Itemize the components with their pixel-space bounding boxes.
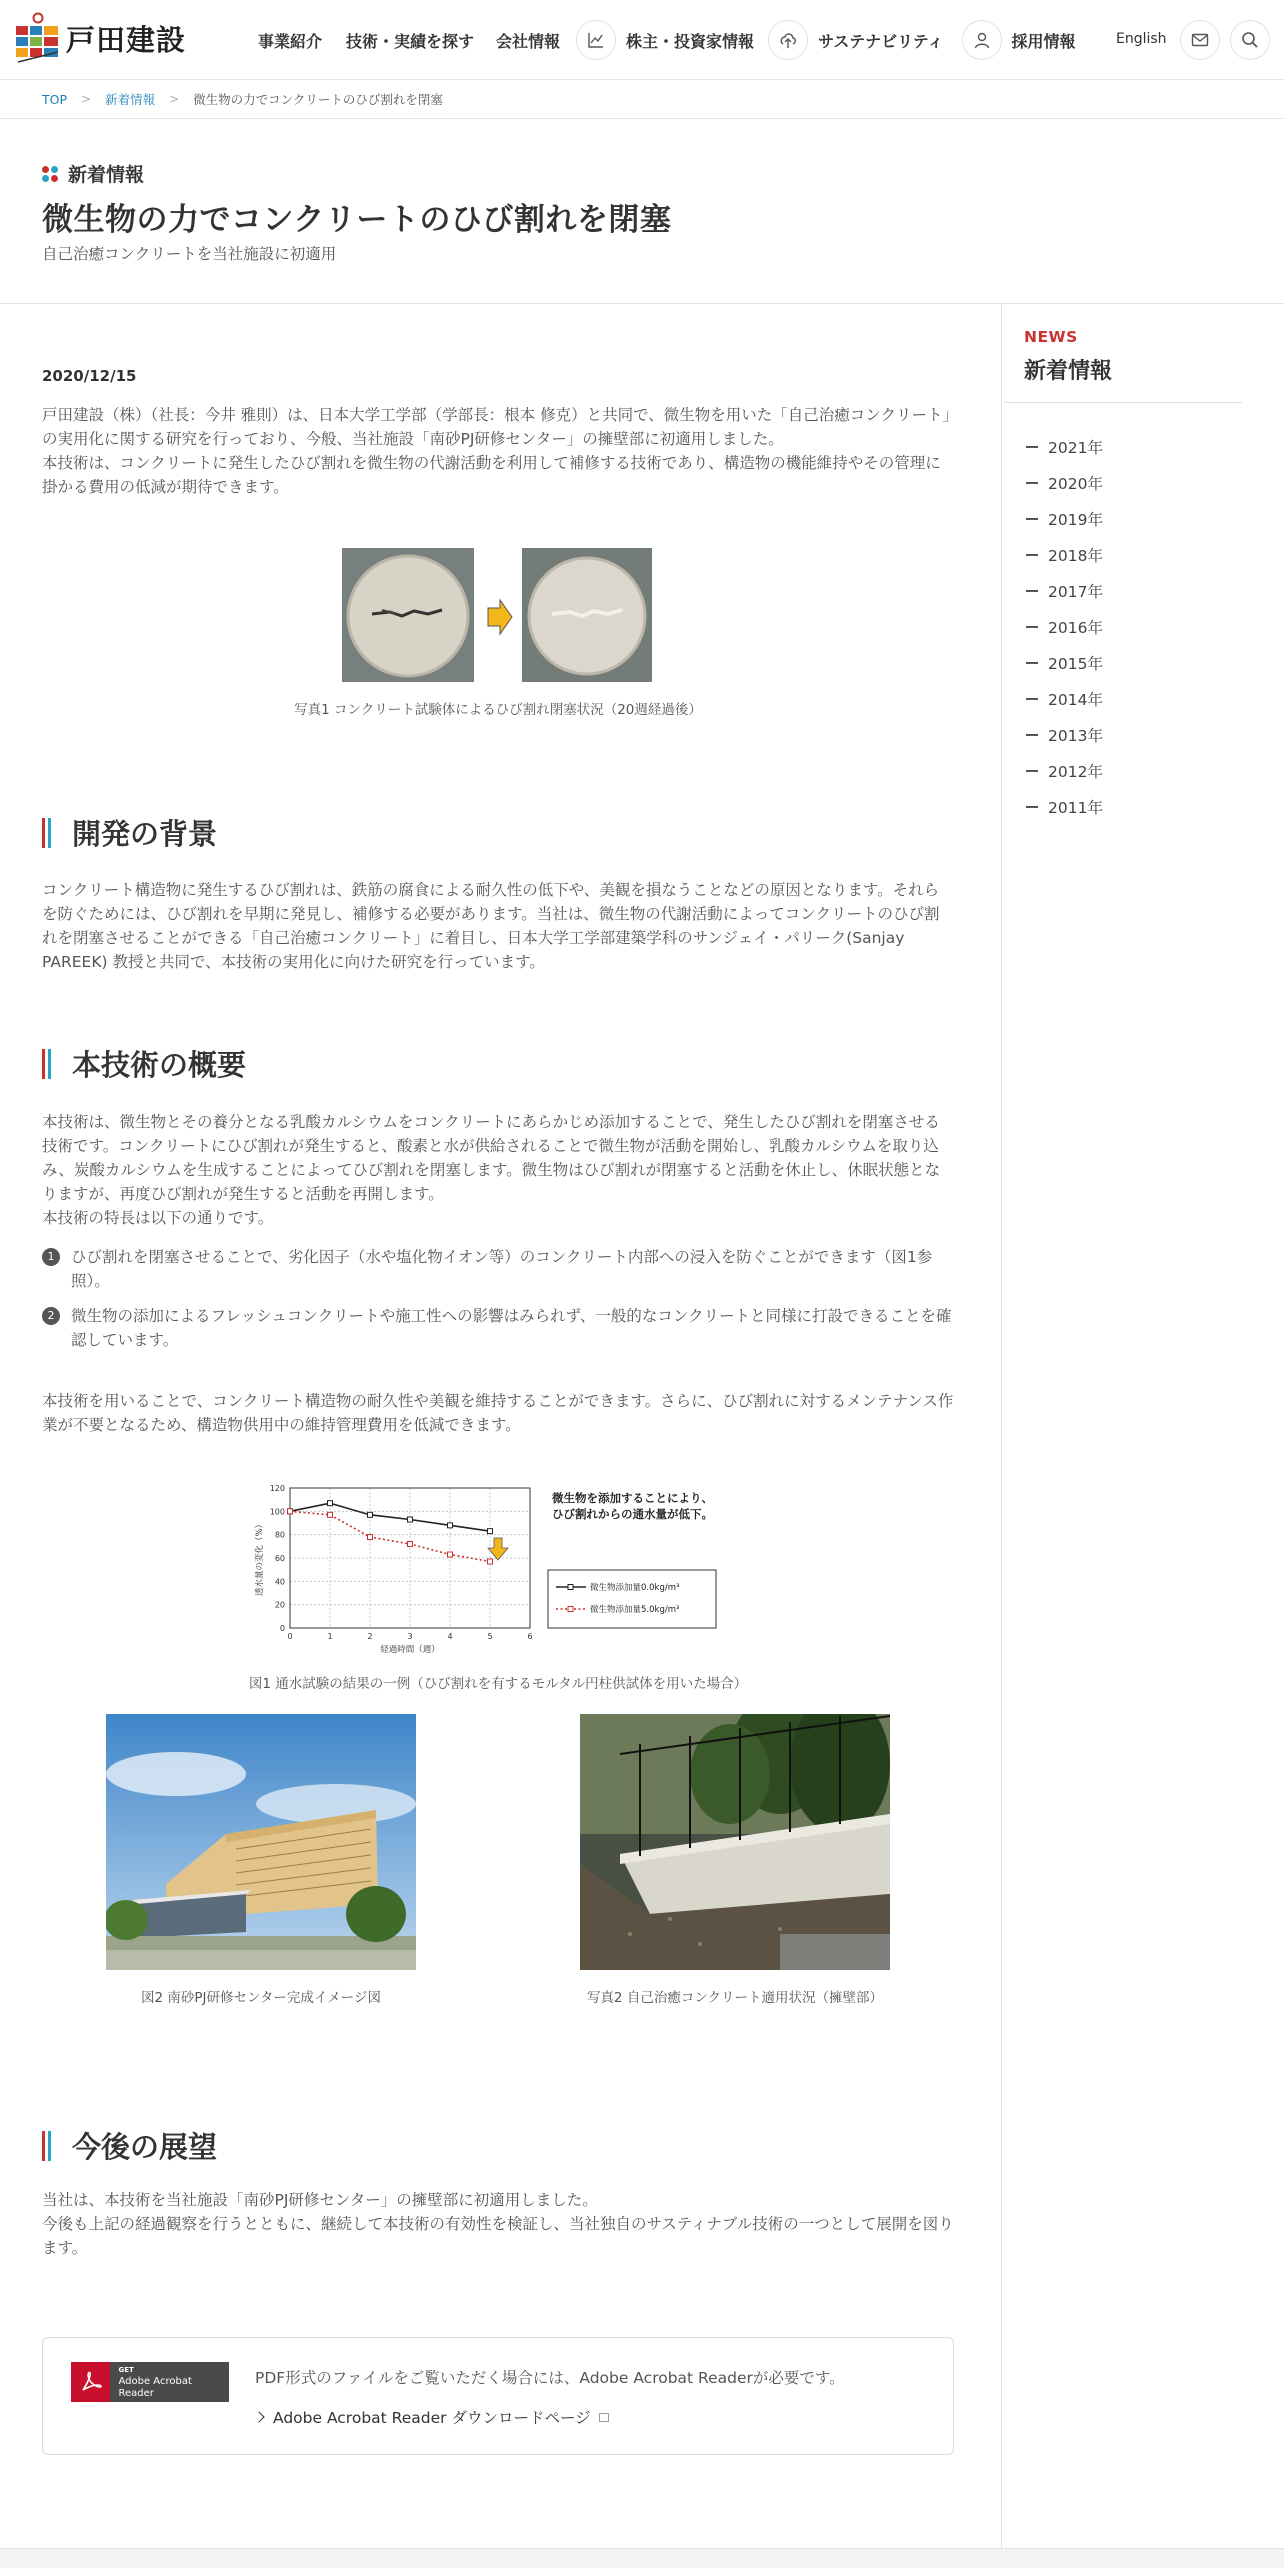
breadcrumb-current: 微生物の力でコンクリートのひび割れを閉塞 (193, 92, 443, 107)
person-icon (962, 20, 1002, 60)
sidebar-year-list (1026, 429, 1103, 825)
acrobat-notice (42, 2337, 954, 2455)
nav-sustainability-label: サステナビリティ (818, 31, 944, 51)
x-tick-label: 3 (407, 1632, 413, 1641)
arrow-right-icon (486, 598, 514, 636)
breadcrumb-top[interactable]: TOP (42, 91, 68, 107)
acrobat-download-link[interactable] (255, 2406, 609, 2428)
page-subtitle: 自己治癒コンクリートを当社施設に初適用 (42, 245, 337, 263)
divider (0, 118, 1284, 119)
category-label (42, 160, 144, 187)
section3-paragraph: 当社は、本技術を当社施設「南砂PJ研修センター」の擁壁部に初適用しました。 (42, 2191, 598, 2209)
y-tick-label: 40 (274, 1577, 285, 1587)
category-text: 新着情報 (68, 164, 145, 186)
figure2-building-image (106, 1714, 416, 1970)
x-tick-label: 1 (327, 1632, 333, 1641)
site-header (0, 0, 1284, 80)
divider (1004, 402, 1242, 403)
chart-icon (576, 20, 616, 60)
data-point-1 (448, 1552, 453, 1557)
nav-investors-label: 株主・投資家情報 (626, 31, 755, 51)
section2-paragraph: 本技術を用いることで、コンクリート構造物の耐久性や美観を維持することができます。さらに、ひび割れに対するメンテナンス作業が不要となるため、構造物供用中の維持管理費用を低減できます。 (42, 1392, 954, 1434)
section2-text2 (42, 1389, 954, 1437)
section2-paragraph: 本技術は、微生物とその養分となる乳酸カルシウムをコンクリートにあらかじめ添加することで、発生したひび割れを閉塞させる技術です。コンクリートにひび割れが発生すると、酸素と水が供給されることで微生物が活動を開始し、乳酸カルシウムを取り込み、炭酸カルシウムを生成することによってひび割れを閉塞します。微生物はひび割れが閉塞すると活動を休止し、休眠状態となりますが、再度ひび割れが発生すると活動を再開します。 (42, 1113, 941, 1203)
english-link[interactable]: English (1116, 31, 1167, 47)
sidebar-item-2014[interactable]: 2014年 (1026, 681, 1103, 717)
legend-marker-1 (568, 1607, 573, 1612)
section3-text (42, 2188, 954, 2260)
nav-recruit[interactable] (962, 20, 1076, 60)
data-point-0 (488, 1529, 493, 1534)
brand-name: 戸田建設 (66, 22, 187, 57)
intro-paragraph: 戸田建設（株）（社長：今井 雅則）は、日本大学工学部（学部長：根本 修克）と共同で、微生物を用いた「自己治癒コンクリート」の実用化に関する研究を行っており、今般、当社施設「南砂PJ研修センター」の擁壁部に初適用しました。 (42, 406, 951, 448)
x-axis-label: 経過時間（週） (380, 1645, 440, 1655)
chevron-right-icon: > (169, 92, 180, 106)
x-tick-label: 5 (487, 1632, 493, 1641)
y-tick-label: 0 (279, 1624, 285, 1633)
chart-annotation: ひび割れからの通水量が低下。 (552, 1507, 713, 1521)
sidebar-item-2012[interactable]: 2012年 (1026, 753, 1103, 789)
nav-recruit-label: 採用情報 (1011, 31, 1076, 51)
sidebar-item-2017[interactable]: 2017年 (1026, 573, 1103, 609)
legend-label-1: 微生物添加量5.0kg/m³ (590, 1605, 680, 1615)
get-acrobat-badge[interactable] (71, 2362, 229, 2402)
section-heading (42, 1043, 246, 1084)
sidebar-item-2015[interactable]: 2015年 (1026, 645, 1103, 681)
data-point-0 (448, 1523, 453, 1528)
feature-number: 2 (42, 1307, 60, 1325)
site-logo[interactable] (14, 12, 186, 64)
article-date: 2020/12/15 (42, 367, 137, 385)
footer-strip (0, 2548, 1284, 2568)
photo-specimen-after (522, 548, 652, 682)
data-point-1 (368, 1535, 373, 1540)
photo-specimen-before (342, 548, 474, 682)
x-tick-label: 0 (287, 1632, 293, 1641)
sidebar-item-2016[interactable]: 2016年 (1026, 609, 1103, 645)
intro-paragraph: 本技術は、コンクリートに発生したひび割れを微生物の代謝活動を利用して補修する技術であり、構造物の機能維持やその管理に掛かる費用の低減が期待できます。 (42, 454, 941, 496)
nav-company[interactable]: 会社情報 (496, 31, 561, 51)
badge-product-text: Adobe Acrobat Reader (118, 2376, 192, 2399)
acrobat-logo-icon (71, 2362, 110, 2402)
leaf-icon (768, 20, 808, 60)
section-title-overview: 本技術の概要 (72, 1048, 247, 1082)
chart-annotation: 微生物を添加することにより、 (552, 1491, 713, 1505)
sidebar-label: NEWS (1024, 328, 1078, 346)
nav-business[interactable]: 事業紹介 (258, 31, 323, 51)
y-tick-label: 20 (274, 1600, 285, 1610)
data-point-1 (408, 1542, 413, 1547)
global-nav (258, 20, 1076, 60)
legend-label-0: 微生物添加量0.0kg/m³ (590, 1583, 680, 1593)
feature-item (42, 1245, 954, 1293)
photo2-caption: 写真2 自己治癒コンクリート適用状況（擁壁部） (586, 1990, 884, 2006)
x-tick-label: 6 (527, 1632, 533, 1641)
category-dots-icon (42, 166, 58, 182)
feature-text: 微生物の添加によるフレッシュコンクリートや施工性への影響はみられず、一般的なコンクリートと同様に打設できることを確認しています。 (71, 1307, 952, 1349)
x-tick-label: 2 (367, 1632, 373, 1641)
y-tick-label: 120 (269, 1484, 285, 1493)
toda-logo-icon (14, 12, 62, 64)
nav-sustainability[interactable] (768, 20, 943, 60)
nav-technology[interactable]: 技術・実績を探す (346, 31, 475, 51)
search-button[interactable] (1230, 20, 1270, 60)
section-heading (42, 812, 217, 853)
y-axis-label: 透水量の変化（%） (255, 1519, 265, 1597)
acrobat-message: PDF形式のファイルをご覧いただく場合には、Adobe Acrobat Readerが必要です。 (255, 2369, 845, 2387)
sidebar-item-2011[interactable]: 2011年 (1026, 789, 1103, 825)
data-point-0 (328, 1501, 333, 1506)
acrobat-download-label: Adobe Acrobat Reader ダウンロードページ (273, 2409, 591, 2427)
y-tick-label: 80 (274, 1530, 285, 1540)
feature-number: 1 (42, 1248, 60, 1266)
divider (0, 303, 1284, 304)
series-line-1 (290, 1511, 490, 1561)
data-point-1 (328, 1512, 333, 1517)
section2-paragraph: 本技術の特長は以下の通りです。 (42, 1209, 274, 1227)
figure1-chart (240, 1480, 730, 1660)
sidebar-item-2020[interactable]: 2020年 (1026, 465, 1103, 501)
chevron-right-icon (253, 2411, 264, 2422)
x-tick-label: 4 (447, 1632, 453, 1641)
down-arrow-icon (488, 1538, 508, 1560)
y-tick-label: 60 (274, 1554, 285, 1563)
section-heading (42, 2125, 217, 2166)
figure1-caption: 図1 通水試験の結果の一例（ひび割れを有するモルタル円柱供試体を用いた場合） (248, 1676, 748, 1692)
article-intro (42, 403, 954, 499)
feature-text: ひび割れを閉塞させることで、劣化因子（水や塩化物イオン等）のコンクリート内部への浸入を防ぐことができます（図1参照）。 (71, 1248, 933, 1290)
series-line-0 (290, 1503, 490, 1531)
mail-icon (1190, 30, 1210, 50)
heading-bar-icon (42, 1049, 54, 1079)
external-link-icon (599, 2413, 609, 2422)
sidebar-title: 新着情報 (1024, 359, 1113, 384)
search-icon (1240, 30, 1260, 50)
section-title-future: 今後の展望 (72, 2130, 218, 2164)
y-tick-label: 100 (269, 1507, 285, 1517)
section1-text (42, 878, 954, 974)
photo1-caption: 写真1 コンクリート試験体によるひび割れ閉塞状況（20週経過後） (294, 702, 702, 718)
breadcrumb-news[interactable]: 新着情報 (105, 92, 156, 107)
data-point-1 (288, 1509, 293, 1514)
breadcrumb (42, 90, 443, 108)
data-point-0 (408, 1517, 413, 1522)
section-title-background: 開発の背景 (72, 817, 218, 851)
data-point-0 (368, 1512, 373, 1517)
feature-item (42, 1304, 954, 1352)
section3-paragraph: 今後も上記の経過観察を行うとともに、継続して本技術の有効性を検証し、当社独自のサスティナブル技術の一つとして展開を図ります。 (42, 2215, 954, 2257)
photo2-retaining-wall-image (580, 1714, 890, 1970)
section2-text (42, 1110, 954, 1230)
legend-box (548, 1570, 716, 1628)
figure2-caption: 図2 南砂PJ研修センター完成イメージ図 (140, 1990, 382, 2006)
sidebar-item-2019[interactable]: 2019年 (1026, 501, 1103, 537)
section1-paragraph: コンクリート構造物に発生するひび割れは、鉄筋の腐食による耐久性の低下や、美観を損なうことなどの原因となります。それらを防ぐためには、ひび割れを早期に発見し、補修する必要があります。当社は、微生物の代謝活動によってコンクリートのひび割れを閉塞させることができる「自己治癒コンクリート」に着目し、日本大学工学部建築学科のサンジェイ・パリーク(Sanjay PAREEK) 教授と共同で、本技術の実用化に向けた研究を行っています。 (42, 881, 940, 971)
sidebar-divider (1001, 304, 1002, 2548)
data-point-1 (488, 1559, 493, 1564)
heading-bar-icon (42, 818, 54, 848)
page-title: 微生物の力でコンクリートのひび割れを閉塞 (42, 202, 672, 238)
nav-investors[interactable] (576, 20, 754, 60)
mail-button[interactable] (1180, 20, 1220, 60)
sidebar-item-2018[interactable]: 2018年 (1026, 537, 1103, 573)
sidebar-item-2021[interactable]: 2021年 (1026, 429, 1103, 465)
badge-get-text: GET (118, 2366, 134, 2374)
legend-marker-0 (568, 1585, 573, 1590)
chevron-right-icon: > (81, 92, 92, 106)
sidebar-item-2013[interactable]: 2013年 (1026, 717, 1103, 753)
heading-bar-icon (42, 2131, 54, 2161)
